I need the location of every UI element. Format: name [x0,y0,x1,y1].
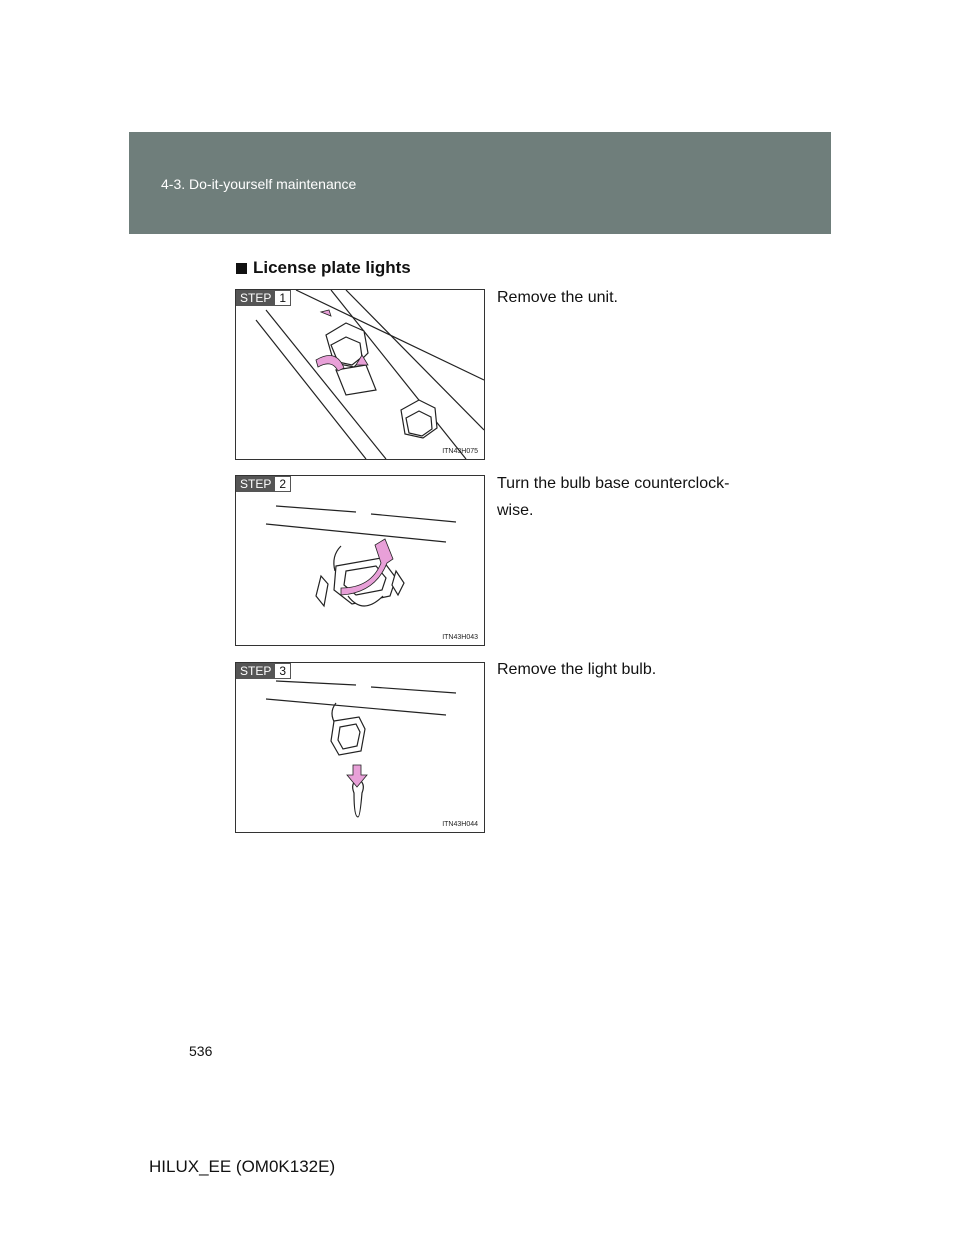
step-3-text: Remove the light bulb. [497,661,657,678]
step-1-badge: STEP 1 [236,290,291,306]
step-2-illustration [236,476,484,645]
figure-code: ITN43H075 [442,448,478,455]
square-bullet-icon [236,263,247,274]
page-number: 536 [189,1043,213,1059]
section-title [236,258,411,278]
footer-code: HILUX_EE (OM0K132E) [149,1157,336,1176]
step-3-figure [235,662,485,833]
section-breadcrumb: 4-3. Do-it-yourself maintenance [161,176,357,192]
step-1-figure [235,289,485,460]
step-1-text: Remove the unit. [497,289,618,306]
section-title-text: License plate lights [253,258,411,277]
step-1-illustration [236,290,484,459]
step-3-illustration [236,663,484,832]
figure-code: ITN43H043 [442,634,478,641]
step-2-text: Turn the bulb base counterclock-wise. [497,475,730,519]
step-3-badge: STEP 3 [236,663,291,679]
step-2-figure [235,475,485,646]
step-2-badge: STEP 2 [236,476,291,492]
figure-code: ITN43H044 [442,821,478,828]
